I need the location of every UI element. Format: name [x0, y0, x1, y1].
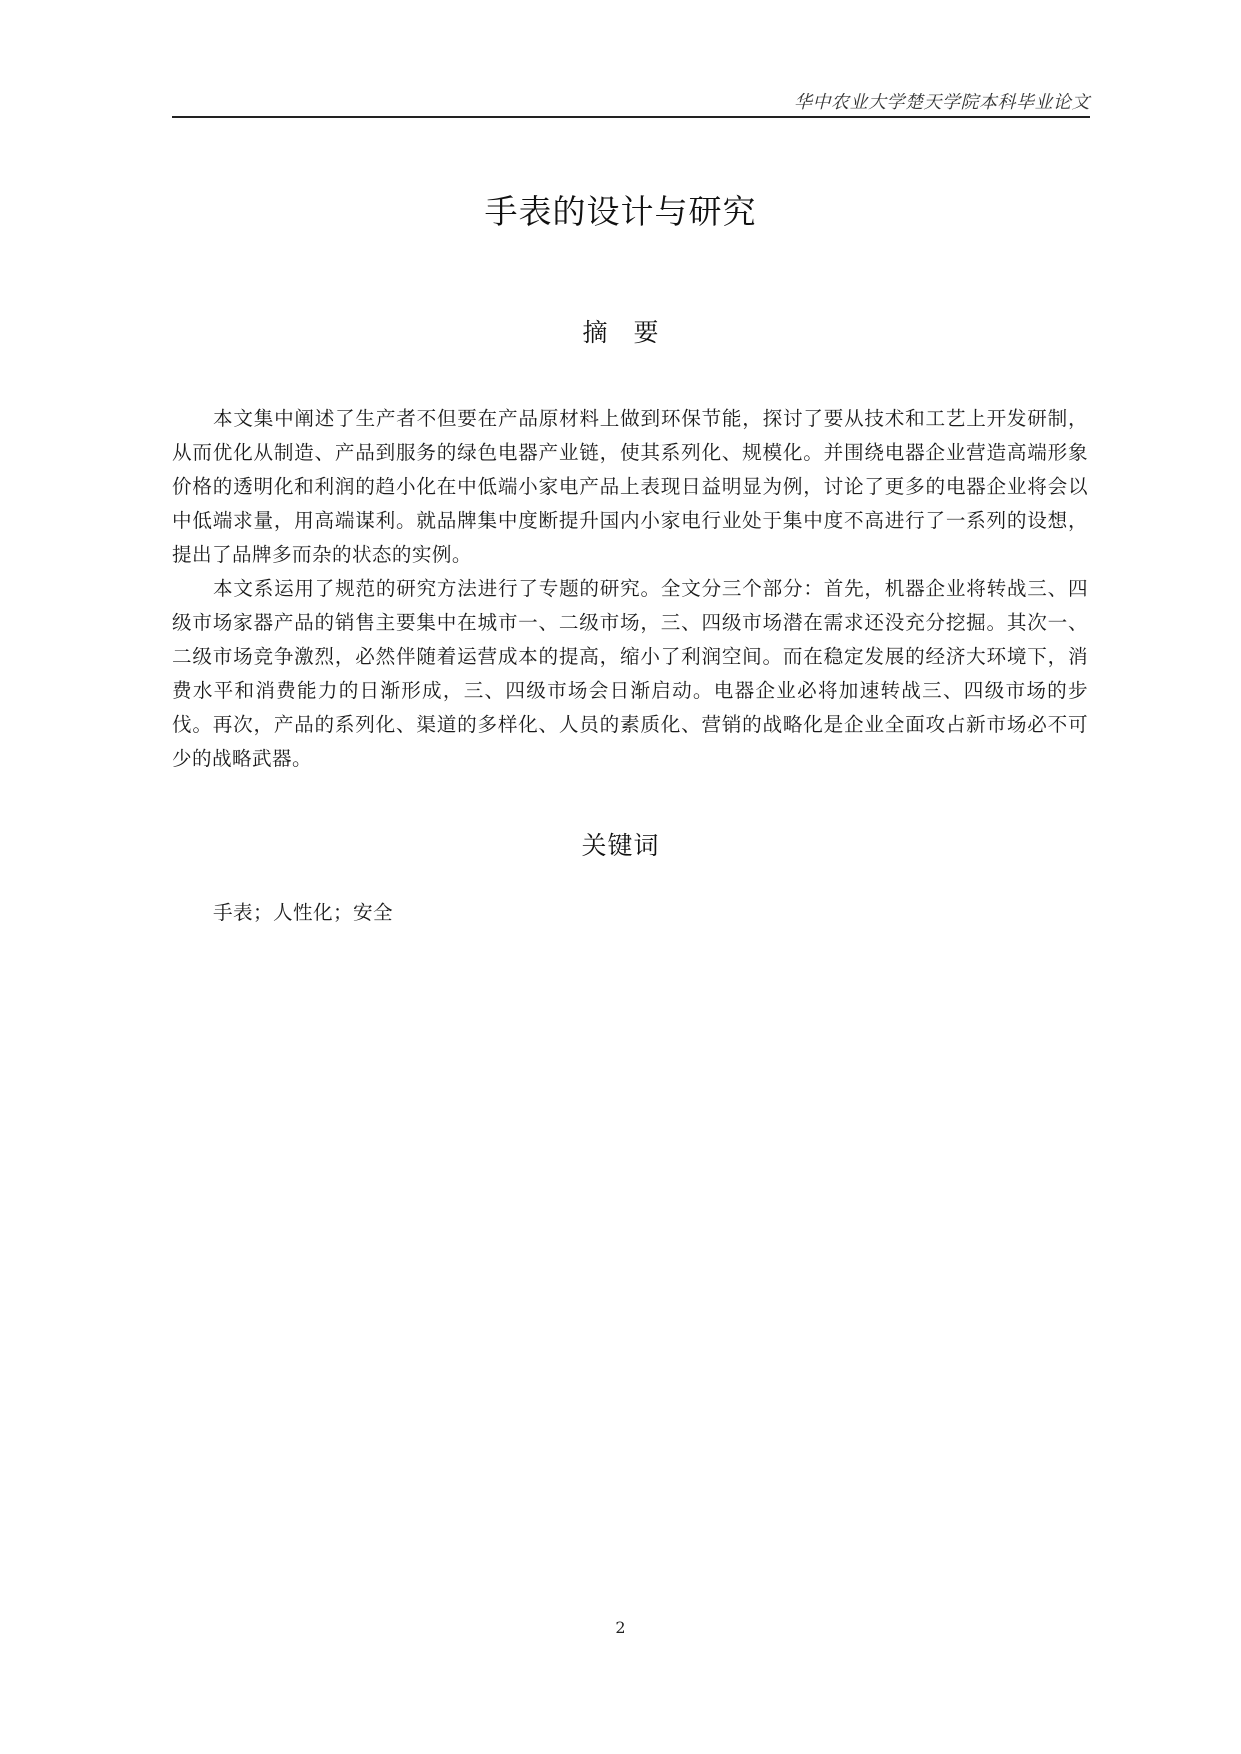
document-title: 手表的设计与研究: [484, 192, 757, 231]
page-number: 2: [615, 1618, 626, 1637]
keywords-heading: 关键词: [581, 831, 660, 860]
abstract-heading: 摘要: [582, 318, 685, 347]
abstract-paragraph: 本文系运用了规范的研究方法进行了专题的研究。全文分三个部分：首先，机器企业将转战三、四级市场家器产品的销售主要集中在城市一、二级市场，三、四级市场潜在需求还没充分挖掘。其次一、二级市场竞争激烈，必然伴随着运营成本的提高，缩小了利润空间。而在稳定发展的经济大环境下，消费水平和消费能力的日渐形成，三、四级市场会日渐启动。电器企业必将加速转战三、四级市场的步伐。再次，产品的系列化、渠道的多样化、人员的素质化、营销的战略化是企业全面攻占新市场必不可少的战略武器。: [172, 577, 1088, 770]
running-header: [172, 82, 1090, 118]
abstract-paragraph: 本文集中阐述了生产者不但要在产品原材料上做到环保节能，探讨了要从技术和工艺上开发研制，从而优化从制造、产品到服务的绿色电器产业链，使其系列化、规模化。并围绕电器企业营造高端形象价格的透明化和利润的趋小化在中低端小家电产品上表现日益明显为例，讨论了更多的电器企业将会以中低端求量，用高端谋利。就品牌集中度断提升国内小家电行业处于集中度不高进行了一系列的设想，提出了品牌多而杂的状态的实例。: [172, 407, 1088, 566]
abstract-body: [172, 402, 1088, 776]
keywords-text: 手表；人性化；安全: [213, 901, 393, 924]
header-text: 华中农业大学楚天学院本科毕业论文: [794, 92, 1090, 113]
